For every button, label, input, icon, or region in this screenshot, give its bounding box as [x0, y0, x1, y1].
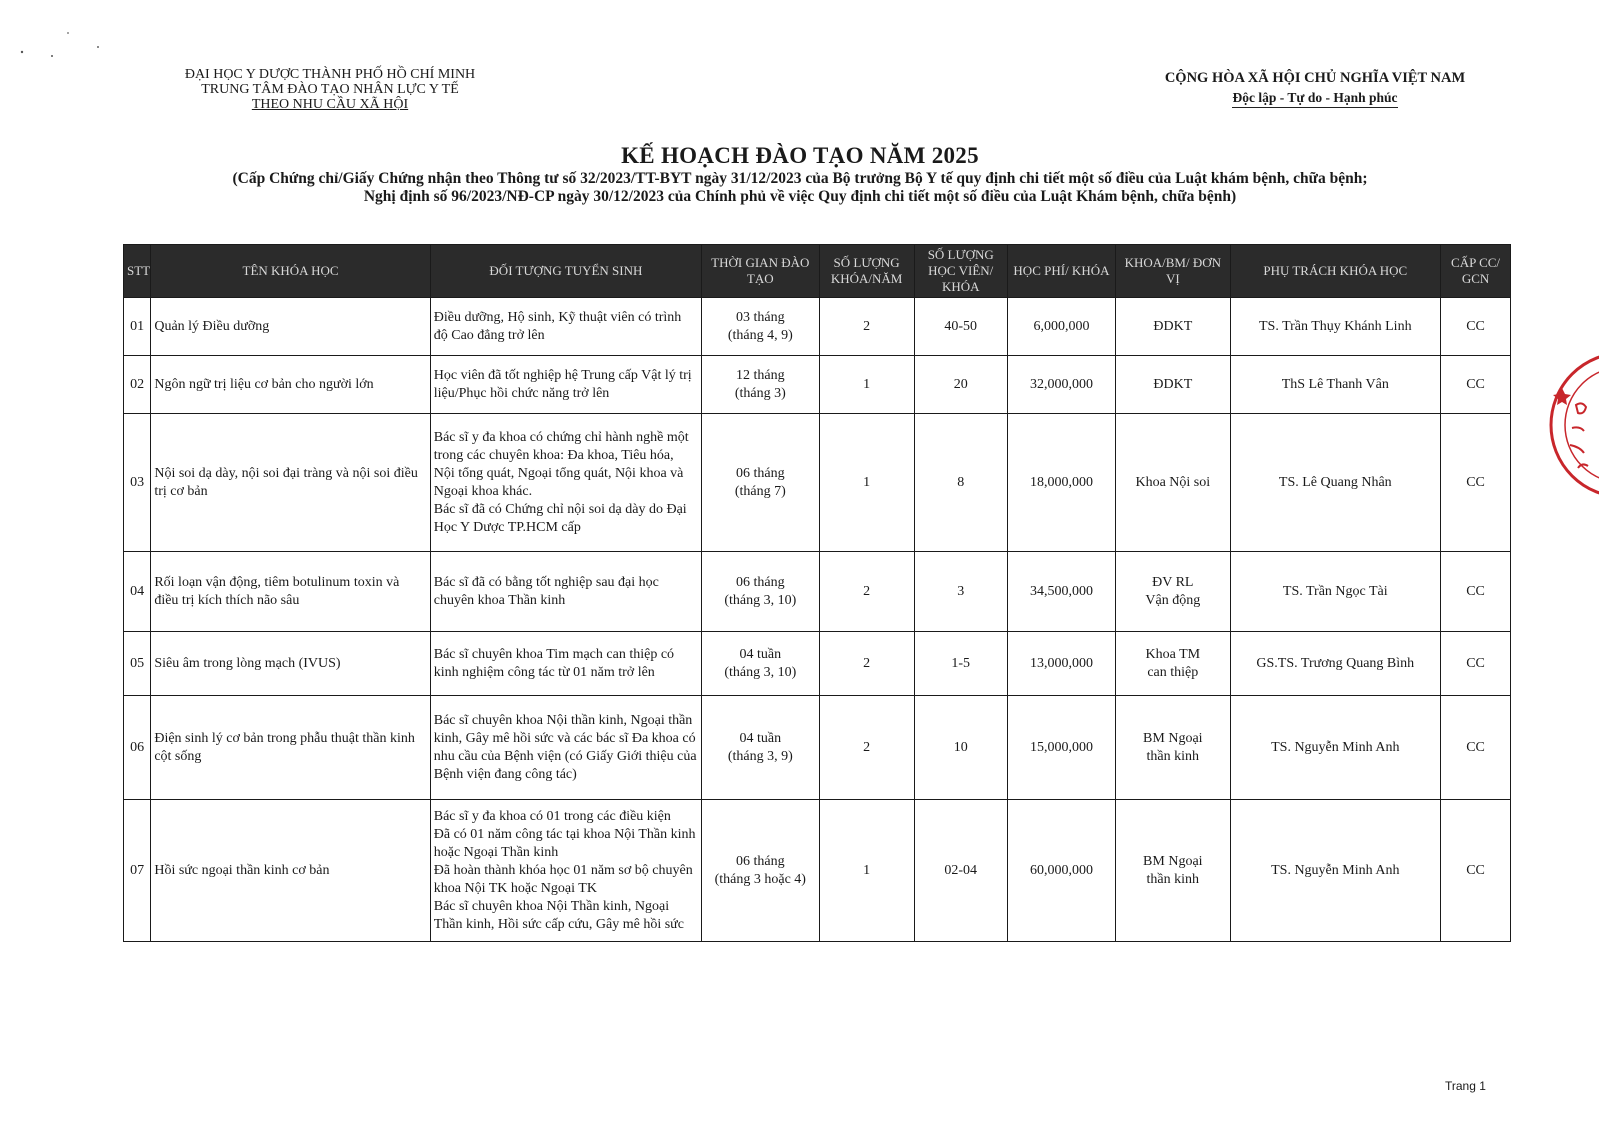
- header-students-per-course: SỐ LƯỢNG HỌC VIÊN/ KHÓA: [914, 245, 1007, 298]
- duration-cell: [702, 800, 819, 942]
- course-name-text: Ngôn ngữ trị liệu cơ bản cho người lớn: [154, 376, 374, 392]
- unit-cell: [1116, 298, 1230, 356]
- table-row: [124, 298, 1511, 356]
- header-fee: HỌC PHÍ/ KHÓA: [1007, 245, 1115, 298]
- manager-cell: [1230, 552, 1441, 632]
- unit-cell: [1116, 696, 1230, 800]
- official-seal: [1548, 350, 1599, 500]
- national-motto: Độc lập - Tự do - Hạnh phúc: [1232, 89, 1397, 108]
- title-block: [150, 142, 1450, 206]
- certificate-text: CC: [1466, 474, 1485, 490]
- students-per-course-text: 20: [953, 376, 968, 392]
- unit-cell: [1116, 800, 1230, 942]
- org-line-1: ĐẠI HỌC Y DƯỢC THÀNH PHỐ HỒ CHÍ MINH: [184, 67, 476, 82]
- header-unit: KHOA/BM/ ĐƠN VỊ: [1116, 245, 1230, 298]
- target-cell: [430, 632, 701, 696]
- duration-cell: [702, 414, 819, 552]
- manager-text: GS.TS. Trương Quang Bình: [1256, 655, 1415, 671]
- target-text: Bác sĩ y đa khoa có 01 trong các điều kiện Đã có 01 năm công tác tại khoa Nội Thần kinh hoặc Ngoại Thần kinh Đã hoàn thành khóa học 01 năm sơ bộ chuyên khoa Nội TK hoặc Ngoại TK Bác sĩ chuyên khoa Nội Thần kinh, Ngoại Thần kinh, Hồi sức cấp cứu, Gây mê hồi sức: [433, 808, 696, 932]
- courses-per-year-text: 2: [863, 739, 871, 755]
- unit-text: BM Ngoại: [1143, 853, 1203, 869]
- table-row: [124, 632, 1511, 696]
- target-text: Bác sĩ chuyên khoa Nội thần kinh, Ngoại thần kinh, Gây mê hồi sức và các bác sĩ Đa khoa có nhu cầu của Bệnh viện (có Giấy Giới thiệu của Bệnh viện đang công tác): [433, 712, 697, 782]
- fee-text: 60,000,000: [1029, 862, 1093, 878]
- students-per-course-text: 3: [957, 583, 965, 599]
- manager-text: ThS Lê Thanh Vân: [1281, 376, 1389, 392]
- students-per-course-text: 02-04: [944, 862, 978, 878]
- students-per-course-cell: [914, 696, 1007, 800]
- certificate-text: CC: [1466, 583, 1485, 599]
- certificate-cell: [1441, 356, 1511, 414]
- fee-cell: [1007, 552, 1115, 632]
- header-target: ĐỐI TƯỢNG TUYỂN SINH: [430, 245, 701, 298]
- stt-cell: [124, 632, 151, 696]
- courses-per-year-cell: [819, 696, 914, 800]
- course-name-cell: [151, 632, 430, 696]
- stt-text: 06: [130, 739, 145, 755]
- unit-text: ĐV RL: [1152, 574, 1194, 590]
- table-row: [124, 800, 1511, 942]
- students-per-course-text: 1-5: [951, 655, 971, 671]
- manager-text: TS. Nguyễn Minh Anh: [1271, 739, 1400, 755]
- manager-cell: [1230, 696, 1441, 800]
- manager-text: TS. Trần Ngọc Tài: [1282, 583, 1388, 599]
- table-header-row: [124, 245, 1511, 298]
- unit-text: Vận động: [1145, 592, 1201, 608]
- course-name-text: Hồi sức ngoại thần kinh cơ bản: [154, 862, 330, 878]
- students-per-course-text: 8: [957, 474, 965, 490]
- courses-per-year-text: 1: [863, 376, 871, 392]
- target-text: Bác sĩ y đa khoa có chứng chỉ hành nghề một trong các chuyên khoa: Đa khoa, Tiêu hóa, Nội tổng quát, Ngoại tổng quát, Nội khoa và Ngoại khoa khác. Bác sĩ đã có Chứng chỉ nội soi dạ dày do Đại Học Y Dược TP.HCM cấp: [433, 429, 689, 535]
- course-name-text: Điện sinh lý cơ bản trong phẫu thuật thần kinh cột sống: [154, 730, 415, 764]
- scan-specks: [10, 25, 110, 65]
- stt-cell: [124, 696, 151, 800]
- manager-text: TS. Nguyễn Minh Anh: [1271, 862, 1400, 878]
- duration-text: (tháng 3, 10): [724, 592, 797, 608]
- duration-cell: [702, 696, 819, 800]
- unit-cell: [1116, 552, 1230, 632]
- fee-cell: [1007, 414, 1115, 552]
- fee-text: 13,000,000: [1029, 655, 1093, 671]
- header-manager: PHỤ TRÁCH KHÓA HỌC: [1230, 245, 1441, 298]
- header-certificate: CẤP CC/ GCN: [1441, 245, 1511, 298]
- courses-per-year-cell: [819, 632, 914, 696]
- fee-text: 18,000,000: [1029, 474, 1093, 490]
- duration-text: 06 tháng: [735, 574, 785, 590]
- duration-cell: [702, 298, 819, 356]
- stt-text: 07: [130, 862, 145, 878]
- students-per-course-cell: [914, 552, 1007, 632]
- training-plan-table: [123, 244, 1511, 942]
- manager-text: TS. Lê Quang Nhân: [1278, 474, 1392, 490]
- fee-cell: [1007, 696, 1115, 800]
- courses-per-year-cell: [819, 800, 914, 942]
- duration-cell: [702, 632, 819, 696]
- courses-per-year-text: 2: [863, 318, 871, 334]
- org-line-3: THEO NHU CẦU XÃ HỘI: [251, 97, 409, 112]
- target-text: Bác sĩ chuyên khoa Tim mạch can thiệp có kinh nghiệm công tác từ 01 năm trở lên: [433, 646, 675, 680]
- target-text: Bác sĩ đã có bằng tốt nghiệp sau đại học chuyên khoa Thần kinh: [433, 574, 659, 608]
- courses-per-year-text: 1: [863, 862, 871, 878]
- duration-text: (tháng 7): [734, 483, 786, 499]
- certificate-text: CC: [1466, 318, 1485, 334]
- target-text: Điều dưỡng, Hộ sinh, Kỹ thuật viên có trình độ Cao đẳng trở lên: [433, 309, 682, 343]
- org-line-2: TRUNG TÂM ĐÀO TẠO NHÂN LỰC Y TẾ: [201, 82, 459, 97]
- duration-text: (tháng 3): [734, 385, 786, 401]
- unit-cell: [1116, 356, 1230, 414]
- course-name-text: Quản lý Điều dưỡng: [154, 318, 270, 334]
- duration-cell: [702, 356, 819, 414]
- students-per-course-cell: [914, 800, 1007, 942]
- certificate-text: CC: [1466, 862, 1485, 878]
- unit-cell: [1116, 414, 1230, 552]
- unit-text: can thiệp: [1147, 664, 1199, 680]
- header-course-name: TÊN KHÓA HỌC: [151, 245, 430, 298]
- students-per-course-cell: [914, 298, 1007, 356]
- unit-text: ĐDKT: [1153, 376, 1193, 392]
- target-cell: [430, 552, 701, 632]
- stt-cell: [124, 298, 151, 356]
- stt-cell: [124, 552, 151, 632]
- unit-text: Khoa TM: [1145, 646, 1201, 662]
- unit-text: thần kinh: [1146, 748, 1200, 764]
- course-name-cell: [151, 298, 430, 356]
- duration-text: (tháng 3, 10): [724, 664, 797, 680]
- course-name-text: Nội soi dạ dày, nội soi đại tràng và nội soi điều trị cơ bản: [154, 465, 418, 499]
- document-subtitle-line-1: (Cấp Chứng chỉ/Giấy Chứng nhận theo Thông tư số 32/2023/TT-BYT ngày 31/12/2023 của Bộ trưởng Bộ Y tế quy định chi tiết một số điều của Luật khám bệnh, chữa bệnh;: [232, 170, 1368, 187]
- stt-cell: [124, 800, 151, 942]
- unit-text: ĐDKT: [1153, 318, 1193, 334]
- course-name-text: Rối loạn vận động, tiêm botulinum toxin và điều trị kích thích não sâu: [154, 574, 400, 608]
- target-cell: [430, 414, 701, 552]
- students-per-course-cell: [914, 414, 1007, 552]
- certificate-cell: [1441, 414, 1511, 552]
- stt-text: 03: [130, 474, 145, 490]
- fee-cell: [1007, 298, 1115, 356]
- table-row: [124, 552, 1511, 632]
- manager-cell: [1230, 356, 1441, 414]
- stt-text: 02: [130, 376, 145, 392]
- fee-cell: [1007, 356, 1115, 414]
- courses-per-year-cell: [819, 298, 914, 356]
- stt-text: 04: [130, 583, 145, 599]
- header-stt: STT: [124, 245, 151, 298]
- certificate-cell: [1441, 696, 1511, 800]
- manager-cell: [1230, 800, 1441, 942]
- organization-header: [160, 67, 500, 112]
- course-name-cell: [151, 414, 430, 552]
- target-text: Học viên đã tốt nghiệp hệ Trung cấp Vật lý trị liệu/Phục hồi chức năng trở lên: [433, 367, 692, 401]
- table-row: [124, 414, 1511, 552]
- header-courses-per-year: SỐ LƯỢNG KHÓA/NĂM: [819, 245, 914, 298]
- fee-text: 15,000,000: [1029, 739, 1093, 755]
- target-cell: [430, 298, 701, 356]
- manager-text: TS. Trần Thụy Khánh Linh: [1258, 318, 1412, 334]
- courses-per-year-cell: [819, 552, 914, 632]
- nation-name: CỘNG HÒA XÃ HỘI CHỦ NGHĨA VIỆT NAM: [1164, 70, 1466, 86]
- target-cell: [430, 800, 701, 942]
- students-per-course-text: 10: [953, 739, 968, 755]
- fee-text: 34,500,000: [1029, 583, 1093, 599]
- certificate-text: CC: [1466, 739, 1485, 755]
- fee-cell: [1007, 800, 1115, 942]
- duration-text: 06 tháng: [735, 853, 785, 869]
- fee-text: 6,000,000: [1033, 318, 1090, 334]
- course-name-cell: [151, 800, 430, 942]
- manager-cell: [1230, 414, 1441, 552]
- students-per-course-text: 40-50: [944, 318, 978, 334]
- unit-text: BM Ngoại: [1143, 730, 1203, 746]
- certificate-cell: [1441, 800, 1511, 942]
- fee-text: 32,000,000: [1029, 376, 1093, 392]
- stt-cell: [124, 356, 151, 414]
- courses-per-year-cell: [819, 414, 914, 552]
- certificate-text: CC: [1466, 655, 1485, 671]
- course-name-cell: [151, 552, 430, 632]
- national-header: [1150, 68, 1480, 108]
- document-title: KẾ HOẠCH ĐÀO TẠO NĂM 2025: [621, 143, 979, 168]
- duration-text: 03 tháng: [735, 309, 785, 325]
- duration-text: (tháng 3 hoặc 4): [714, 871, 806, 887]
- duration-text: 12 tháng: [735, 367, 785, 383]
- course-name-cell: [151, 356, 430, 414]
- students-per-course-cell: [914, 356, 1007, 414]
- certificate-text: CC: [1466, 376, 1485, 392]
- stt-text: 05: [130, 655, 145, 671]
- courses-per-year-cell: [819, 356, 914, 414]
- duration-text: 04 tuần: [739, 730, 782, 746]
- stt-cell: [124, 414, 151, 552]
- unit-text: thần kinh: [1146, 871, 1200, 887]
- stt-text: 01: [130, 318, 145, 334]
- page-number: Trang 1: [1445, 1079, 1486, 1093]
- duration-cell: [702, 552, 819, 632]
- target-cell: [430, 356, 701, 414]
- course-name-cell: [151, 696, 430, 800]
- certificate-cell: [1441, 298, 1511, 356]
- unit-text: Khoa Nội soi: [1135, 474, 1211, 490]
- header-duration: THỜI GIAN ĐÀO TẠO: [702, 245, 819, 298]
- target-cell: [430, 696, 701, 800]
- manager-cell: [1230, 632, 1441, 696]
- document-subtitle-line-2: Nghị định số 96/2023/NĐ-CP ngày 30/12/2023 của Chính phủ về việc Quy định chi tiết một số điều của Luật Khám bệnh, chữa bệnh): [363, 188, 1237, 205]
- fee-cell: [1007, 632, 1115, 696]
- courses-per-year-text: 2: [863, 583, 871, 599]
- table-body: [124, 298, 1511, 942]
- duration-text: 06 tháng: [735, 465, 785, 481]
- duration-text: (tháng 4, 9): [727, 327, 793, 343]
- duration-text: 04 tuần: [739, 646, 782, 662]
- course-name-text: Siêu âm trong lòng mạch (IVUS): [154, 655, 341, 671]
- students-per-course-cell: [914, 632, 1007, 696]
- unit-cell: [1116, 632, 1230, 696]
- certificate-cell: [1441, 632, 1511, 696]
- courses-per-year-text: 1: [863, 474, 871, 490]
- certificate-cell: [1441, 552, 1511, 632]
- table-row: [124, 356, 1511, 414]
- manager-cell: [1230, 298, 1441, 356]
- duration-text: (tháng 3, 9): [727, 748, 793, 764]
- table-row: [124, 696, 1511, 800]
- courses-per-year-text: 2: [863, 655, 871, 671]
